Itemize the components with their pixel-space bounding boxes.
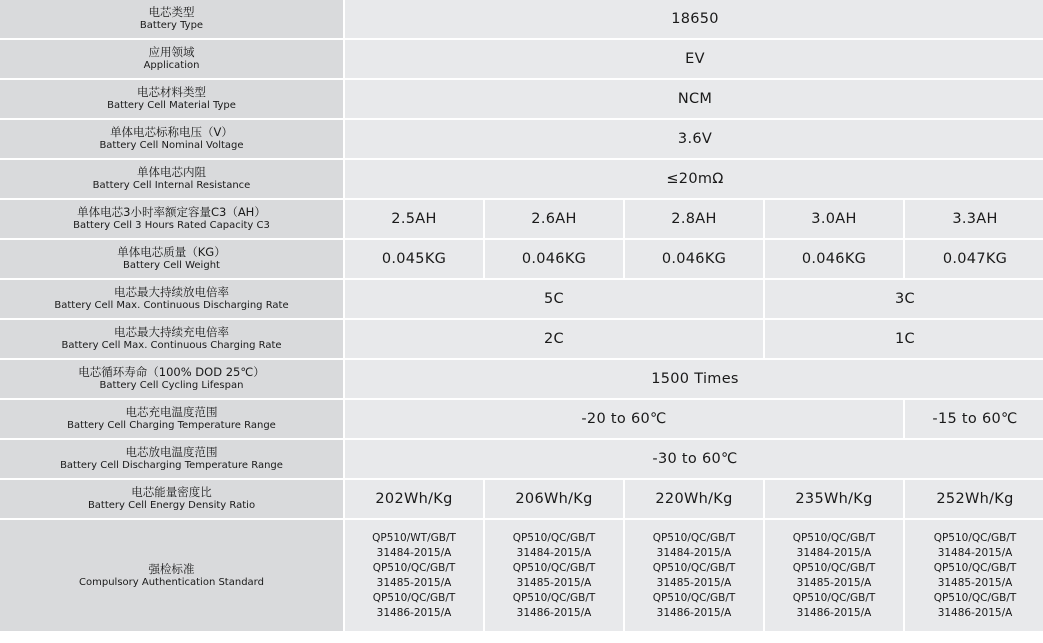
standard-line: 31484-2015/A: [796, 546, 872, 559]
standard-line: 31485-2015/A: [516, 576, 592, 589]
value-cell: 1C: [765, 320, 1043, 358]
value-cell: 3.3AH: [905, 200, 1043, 238]
standard-line: 31486-2015/A: [656, 606, 732, 619]
table-row: [0, 320, 1043, 358]
value-cell: 0.046KG: [485, 240, 623, 278]
value-cell: -30 to 60℃: [345, 440, 1043, 478]
value-cell: 3.0AH: [765, 200, 903, 238]
label-zh: 单体电芯3小时率额定容量C3（AH）: [77, 205, 266, 219]
value-cell: 2.8AH: [625, 200, 763, 238]
standard-line: QP510/QC/GB/T: [372, 591, 456, 604]
row-label: [0, 280, 343, 318]
label-zh: 电芯充电温度范围: [125, 405, 218, 419]
value-cell: EV: [345, 40, 1043, 78]
label-zh: 电芯能量密度比: [131, 485, 212, 499]
label-zh: 电芯类型: [148, 5, 195, 19]
table-row: [0, 40, 1043, 78]
standard-line: QP510/QC/GB/T: [652, 561, 736, 574]
standard-line: 31484-2015/A: [376, 546, 452, 559]
value-cell: 252Wh/Kg: [905, 480, 1043, 518]
value-cell: 3.6V: [345, 120, 1043, 158]
label-en: Battery Cell Cycling Lifespan: [99, 380, 244, 391]
table-row: [0, 400, 1043, 438]
label-en: Battery Cell Weight: [123, 260, 220, 271]
label-en: Battery Cell Nominal Voltage: [99, 140, 244, 151]
standard-cell: [625, 520, 763, 631]
standard-line: QP510/QC/GB/T: [512, 531, 596, 544]
row-label: [0, 520, 343, 631]
label-en: Battery Cell Internal Resistance: [92, 180, 251, 191]
value-cell: 202Wh/Kg: [345, 480, 483, 518]
table-row: [0, 480, 1043, 518]
table-row: [0, 160, 1043, 198]
label-zh: 单体电芯内阻: [137, 165, 206, 179]
table-row: [0, 440, 1043, 478]
standard-cell: [485, 520, 623, 631]
label-zh: 电芯最大持续充电倍率: [114, 325, 229, 339]
standard-line: QP510/QC/GB/T: [933, 591, 1017, 604]
label-en: Application: [143, 60, 200, 71]
label-en: Battery Type: [139, 20, 204, 31]
table-row: [0, 360, 1043, 398]
standard-line: 31485-2015/A: [796, 576, 872, 589]
value-cell: 0.046KG: [765, 240, 903, 278]
label-zh: 电芯放电温度范围: [125, 445, 218, 459]
label-zh: 电芯循环寿命（100% DOD 25℃）: [78, 365, 265, 379]
standard-cell: [765, 520, 903, 631]
value-cell: NCM: [345, 80, 1043, 118]
standard-line: 31485-2015/A: [376, 576, 452, 589]
label-en: Battery Cell Charging Temperature Range: [67, 420, 276, 431]
value-cell: 2.6AH: [485, 200, 623, 238]
standard-line: 31486-2015/A: [376, 606, 452, 619]
standard-line: QP510/WT/GB/T: [372, 531, 456, 544]
row-label: [0, 360, 343, 398]
label-zh: 单体电芯标称电压（V）: [110, 125, 233, 139]
standard-cell: [345, 520, 483, 631]
standard-cell: [905, 520, 1043, 631]
value-cell: 3C: [765, 280, 1043, 318]
standard-line: QP510/QC/GB/T: [933, 531, 1017, 544]
standard-line: QP510/QC/GB/T: [512, 591, 596, 604]
table-row: [0, 80, 1043, 118]
value-cell: 18650: [345, 0, 1043, 38]
row-label: [0, 240, 343, 278]
row-label: [0, 480, 343, 518]
standard-line: 31484-2015/A: [656, 546, 732, 559]
label-en: Battery Cell Material Type: [107, 100, 236, 111]
standard-line: 31486-2015/A: [937, 606, 1013, 619]
table-row: [0, 240, 1043, 278]
label-en: Battery Cell Energy Density Ratio: [87, 500, 256, 511]
value-cell: 0.046KG: [625, 240, 763, 278]
standard-line: 31484-2015/A: [516, 546, 592, 559]
label-en: Battery Cell 3 Hours Rated Capacity C3: [73, 220, 270, 231]
label-en: Compulsory Authentication Standard: [79, 576, 264, 588]
standard-line: 31486-2015/A: [796, 606, 872, 619]
standard-line: QP510/QC/GB/T: [933, 561, 1017, 574]
row-label: [0, 40, 343, 78]
value-cell: -20 to 60℃: [345, 400, 903, 438]
row-label: [0, 120, 343, 158]
row-label: [0, 400, 343, 438]
value-cell: 235Wh/Kg: [765, 480, 903, 518]
standard-line: QP510/QC/GB/T: [792, 561, 876, 574]
row-label: [0, 0, 343, 38]
value-cell: 206Wh/Kg: [485, 480, 623, 518]
label-zh: 电芯最大持续放电倍率: [114, 285, 229, 299]
table-row: [0, 520, 1043, 631]
standard-line: QP510/QC/GB/T: [792, 591, 876, 604]
label-zh: 强检标准: [148, 561, 195, 576]
value-cell: 5C: [345, 280, 763, 318]
standard-line: QP510/QC/GB/T: [652, 531, 736, 544]
table-row: [0, 280, 1043, 318]
value-cell: 1500 Times: [345, 360, 1043, 398]
label-zh: 电芯材料类型: [137, 85, 206, 99]
label-en: Battery Cell Max. Continuous Charging Rate: [61, 340, 282, 351]
value-cell: 2.5AH: [345, 200, 483, 238]
value-cell: 0.045KG: [345, 240, 483, 278]
standard-line: QP510/QC/GB/T: [372, 561, 456, 574]
label-en: Battery Cell Discharging Temperature Range: [60, 460, 283, 471]
table-row: [0, 0, 1043, 38]
row-label: [0, 80, 343, 118]
standard-line: QP510/QC/GB/T: [652, 591, 736, 604]
label-zh: 应用领域: [148, 45, 195, 59]
value-cell: ≤20mΩ: [345, 160, 1043, 198]
standard-line: 31486-2015/A: [516, 606, 592, 619]
table-row: [0, 200, 1043, 238]
standard-line: 31485-2015/A: [937, 576, 1013, 589]
standard-line: QP510/QC/GB/T: [512, 561, 596, 574]
table-row: [0, 120, 1043, 158]
row-label: [0, 160, 343, 198]
value-cell: 0.047KG: [905, 240, 1043, 278]
label-en: Battery Cell Max. Continuous Discharging Rate: [54, 300, 289, 311]
row-label: [0, 200, 343, 238]
value-cell: -15 to 60℃: [905, 400, 1043, 438]
row-label: [0, 440, 343, 478]
standard-line: QP510/QC/GB/T: [792, 531, 876, 544]
value-cell: 2C: [345, 320, 763, 358]
standard-line: 31484-2015/A: [937, 546, 1013, 559]
value-cell: 220Wh/Kg: [625, 480, 763, 518]
standard-line: 31485-2015/A: [656, 576, 732, 589]
row-label: [0, 320, 343, 358]
label-zh: 单体电芯质量（KG）: [117, 245, 226, 259]
